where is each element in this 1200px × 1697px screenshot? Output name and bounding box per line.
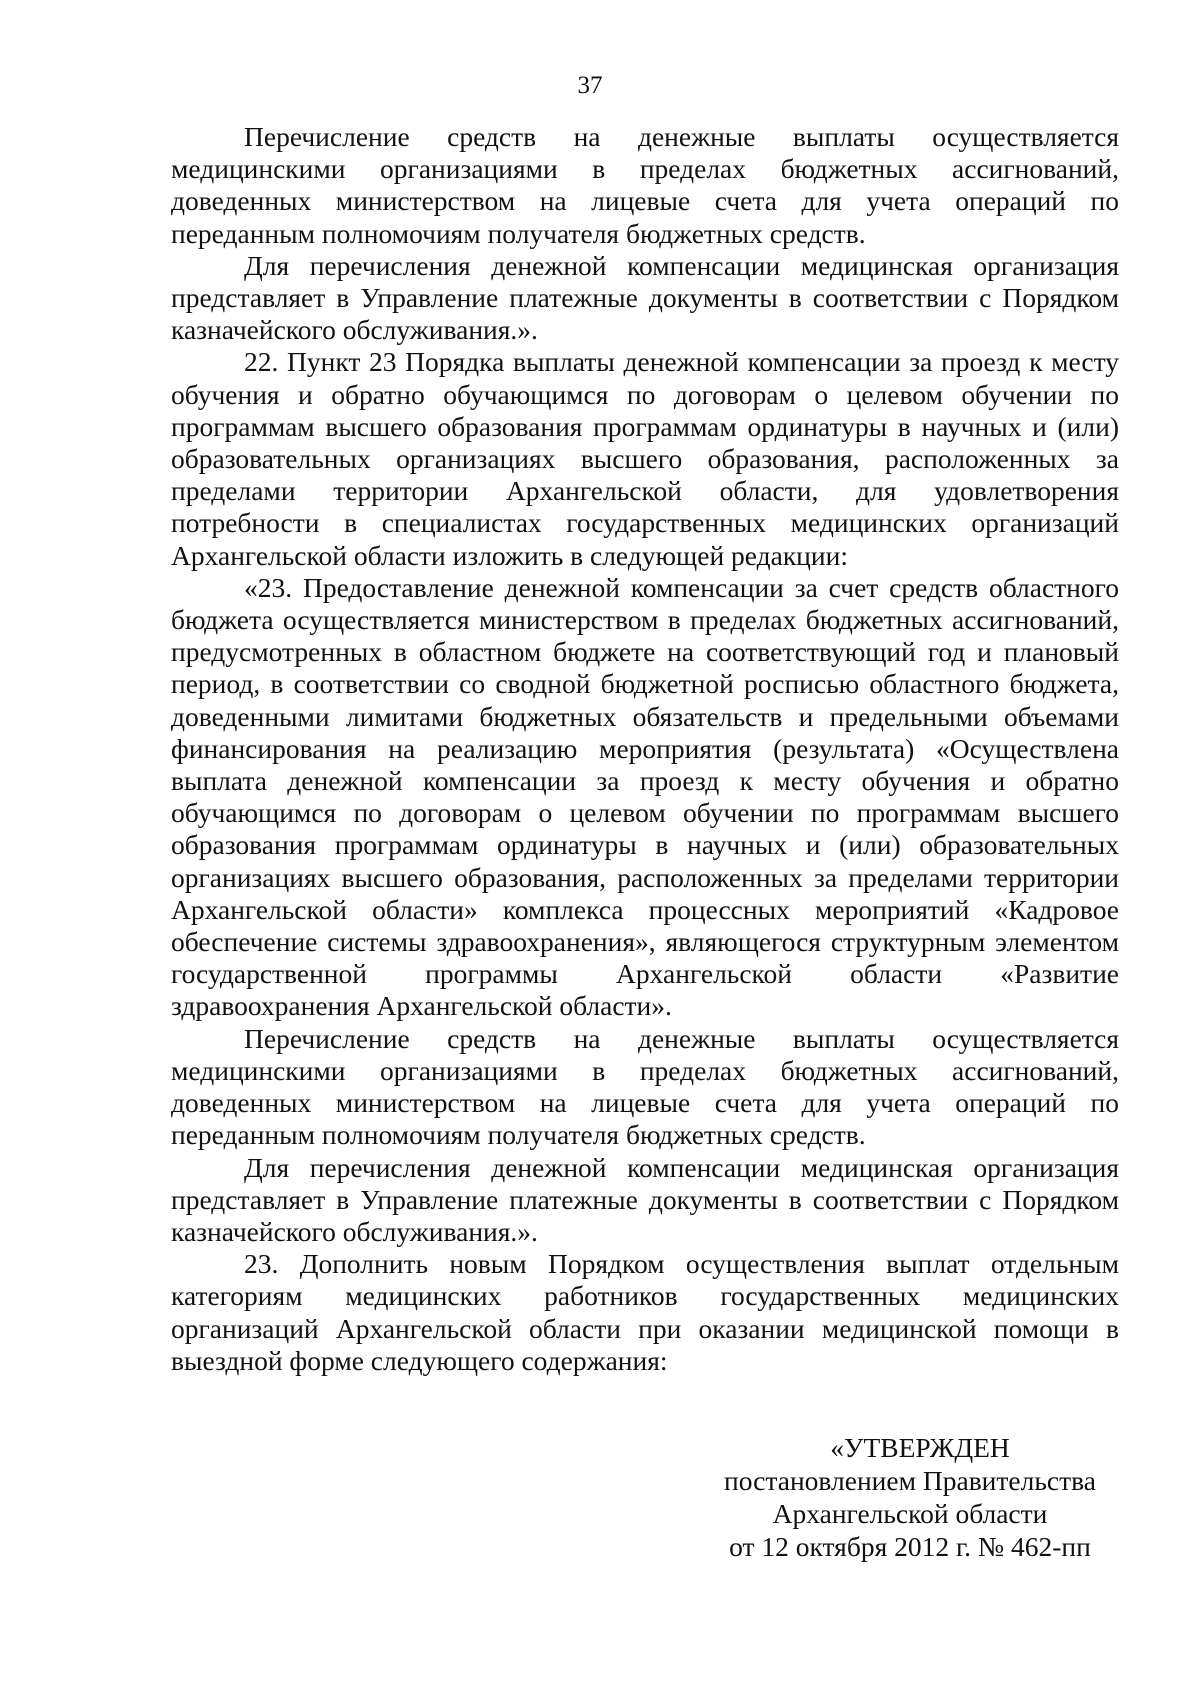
paragraph-item-22: 22. Пункт 23 Порядка выплаты денежной компенсации за проезд к месту обучения и обратно обучающимся по договорам о целевом обучении по программам высшего образования программам ординатуры в научных и (или) образовательных организациях высшего образования, расположенных за пределами территории Архангельской области, для удовлетворения потребности в специалистах государственных медицинских организаций Архангельской области изложить в следующей редакции: [171,346,1119,571]
approval-line-resolution: постановлением Правительства [724,1465,1096,1496]
paragraph-payment-documents-1: Для перечисления денежной компенсации медицинская организация представляет в Управление платежные документы в соответствии с Порядком казначейского обслуживания.». [171,249,1119,346]
approval-line-region: Архангельской области [772,1498,1048,1529]
document-body [171,121,1119,1377]
approval-line-date-number: от 12 октября 2012 г. № 462-пп [729,1531,1091,1562]
paragraph-item-23-add-procedure: 23. Дополнить новым Порядком осуществления выплат отдельным категориям медицинских работников государственных медицинских организаций Архангельской области при оказании медицинской помощи в выездной форме следующего содержания: [171,1248,1119,1376]
approval-title: «УТВЕРЖДЕН [830,1432,1010,1463]
approval-stamp-block [700,1431,1120,1563]
paragraph-transfer-funds-1: Перечисление средств на денежные выплаты осуществляется медицинскими организациями в пределах бюджетных ассигнований, доведенных министерством на лицевые счета для учета операций по переданным полномочиям получателя бюджетных средств. [171,121,1119,249]
paragraph-payment-documents-2: Для перечисления денежной компенсации медицинская организация представляет в Управление платежные документы в соответствии с Порядком казначейского обслуживания.». [171,1151,1119,1247]
paragraph-transfer-funds-2: Перечисление средств на денежные выплаты осуществляется медицинскими организациями в пределах бюджетных ассигнований, доведенных министерством на лицевые счета для учета операций по переданным полномочиям получателя бюджетных средств. [171,1022,1119,1151]
paragraph-item-23-new-text: «23. Предоставление денежной компенсации за счет средств областного бюджета осуществляется министерством в пределах бюджетных ассигнований, предусмотренных в областном бюджете на соответствующий год и плановый период, в соответствии со сводной бюджетной росписью областного бюджета, доведенными лимитами бюджетных обязательств и предельными объемами финансирования на реализацию мероприятия (результата) «Осуществлена выплата денежной компенсации за проезд к месту обучения и обратно обучающимся по договорам о целевом обучении по программам высшего образования программам ординатуры в научных и (или) образовательных организациях высшего образования, расположенных за пределами территории Архангельской области» комплекса процессных мероприятий «Кадровое обеспечение системы здравоохранения», являющегося структурным элементом государственной программы Архангельской области «Развитие здравоохранения Архангельской области». [171,571,1119,1022]
page-number: 37 [577,72,603,99]
